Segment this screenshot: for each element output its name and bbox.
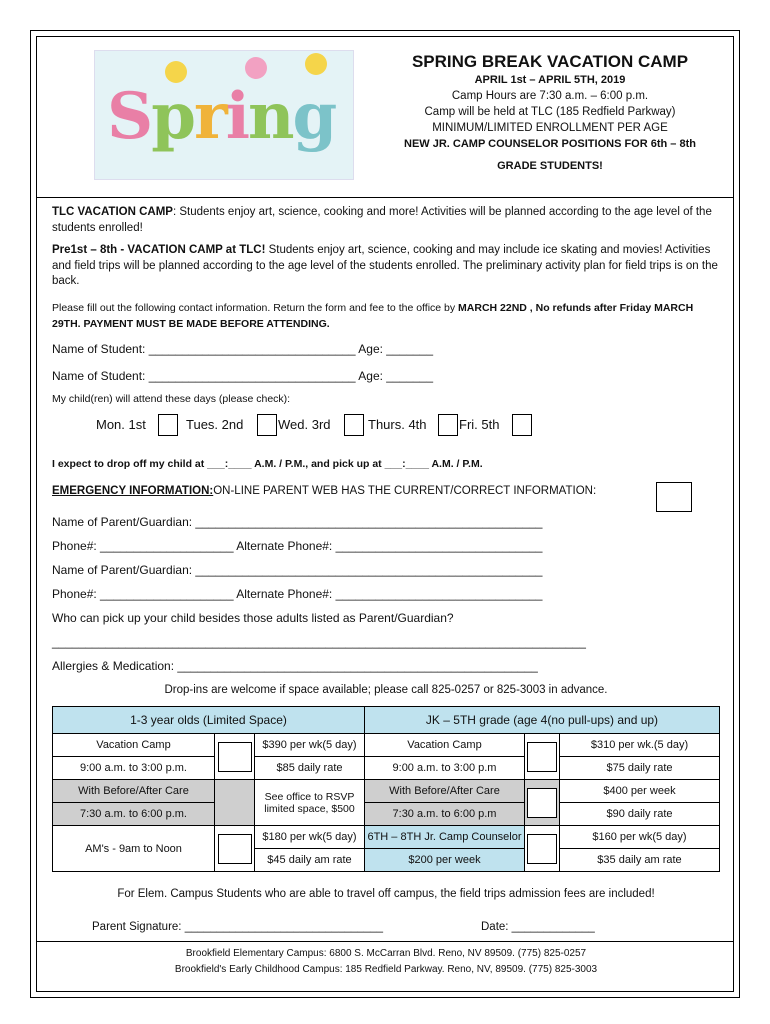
pre-label: Pre1st – 8th - VACATION CAMP at TLC! xyxy=(52,244,266,256)
counselor-checkbox[interactable] xyxy=(527,834,557,864)
flower-icon xyxy=(305,53,327,75)
checkbox-cell[interactable] xyxy=(215,826,255,872)
table-cell: 9:00 a.m. to 3:00 p.m xyxy=(365,757,525,780)
table-cell: $180 per wk(5 day) xyxy=(255,826,365,849)
student-name-field-2[interactable]: Name of Student: _______________________________ Age: _______ xyxy=(52,369,434,383)
table-cell: 6TH – 8TH Jr. Camp Counselor xyxy=(365,826,525,849)
flower-icon xyxy=(245,57,267,79)
logo-word: Spring xyxy=(107,79,336,154)
table-cell: AM's - 9am to Noon xyxy=(53,826,215,872)
table-cell: $75 daily rate xyxy=(560,757,720,780)
table-cell: $390 per wk(5 day) xyxy=(255,734,365,757)
date-field[interactable]: Date: _____________ xyxy=(481,921,595,933)
table-cell: 7:30 a.m. to 6:00 p.m. xyxy=(53,803,215,826)
pre-text: Students enjoy art, science, cooking and may include ice skating and movies! Activities and field trips will be planned according to the age level of the students enrolled. The preliminary activity plan for field trips is on the back. xyxy=(52,244,718,287)
divider xyxy=(36,197,734,198)
table-cell: Vacation Camp xyxy=(365,734,525,757)
emergency-row xyxy=(52,485,596,497)
table-cell: See office to RSVP limited space, $500 xyxy=(255,780,365,826)
allergies-field[interactable]: Allergies & Medication: ______________________________________________________ xyxy=(52,659,538,673)
pre-paragraph xyxy=(52,243,724,290)
attend-instructions: My child(ren) will attend these days (please check): xyxy=(52,393,291,405)
emergency-label: EMERGENCY INFORMATION: xyxy=(52,485,214,497)
checkbox-cell[interactable] xyxy=(525,826,560,872)
spring-logo xyxy=(94,50,354,180)
table-cell: $35 daily am rate xyxy=(560,849,720,872)
signature-field[interactable]: Parent Signature: _______________________________ xyxy=(92,921,383,933)
counselor-note: NEW JR. CAMP COUNSELOR POSITIONS FOR 6th – 8th xyxy=(404,138,696,150)
fill-text: Please fill out the following contact information. Return the form and fee to the office by xyxy=(52,302,459,314)
enrollment-note: MINIMUM/LIMITED ENROLLMENT PER AGE xyxy=(432,122,668,134)
table-cell: $160 per wk(5 day) xyxy=(560,826,720,849)
table-cell: 9:00 a.m. to 3:00 p.m. xyxy=(53,757,215,780)
parent-name-field-2[interactable]: Name of Parent/Guardian: ____________________________________________________ xyxy=(52,563,543,577)
student-name-field[interactable]: Name of Student: _______________________________ Age: _______ xyxy=(52,342,434,356)
am-camp-checkbox[interactable] xyxy=(218,834,252,864)
before-after-checkbox[interactable] xyxy=(527,788,557,818)
day-checkbox-wed[interactable] xyxy=(344,414,364,436)
day-checkbox-fri[interactable] xyxy=(512,414,532,436)
page-title: SPRING BREAK VACATION CAMP xyxy=(411,52,689,71)
table-cell: $310 per wk.(5 day) xyxy=(560,734,720,757)
checkbox-cell[interactable] xyxy=(525,734,560,780)
day-checkbox-tue[interactable] xyxy=(257,414,277,436)
campus-address-2: Brookfield's Early Childhood Campus: 185 Redfield Parkway. Reno, NV, 89509. (775) 825-3003 xyxy=(174,964,598,975)
checkbox-cell[interactable] xyxy=(525,780,560,826)
fill-bold: MARCH 22ND , No refunds after Friday MARCH 29TH. PAYMENT MUST BE MADE BEFORE ATTENDING. xyxy=(52,302,694,330)
table-cell: $400 per week xyxy=(560,780,720,803)
camp-header xyxy=(360,52,740,174)
field-trip-note: For Elem. Campus Students who are able to travel off campus, the field trips admission fees are included! xyxy=(117,888,655,900)
day-label-tue: Tues. 2nd xyxy=(186,417,244,432)
table-cell: $200 per week xyxy=(365,849,525,872)
day-label-fri: Fri. 5th xyxy=(459,417,500,432)
tlc-label: TLC VACATION CAMP xyxy=(52,206,173,218)
day-label-wed: Wed. 3rd xyxy=(278,417,331,432)
campus-address-1: Brookfield Elementary Campus: 6800 S. McCarran Blvd. Reno, NV 89509. (775) 825-0257 xyxy=(185,948,587,959)
table-cell: $45 daily am rate xyxy=(255,849,365,872)
day-label-mon: Mon. 1st xyxy=(96,417,146,432)
pickup-question: Who can pick up your child besides those adults listed as Parent/Guardian? xyxy=(52,611,454,625)
day-checkbox-thu[interactable] xyxy=(438,414,458,436)
school-camp-checkbox[interactable] xyxy=(527,742,557,772)
table-cell: $85 daily rate xyxy=(255,757,365,780)
camp-dates: APRIL 1st – APRIL 5TH, 2019 xyxy=(474,74,626,86)
table-cell: $90 daily rate xyxy=(560,803,720,826)
table-cell: 7:30 a.m. to 6:00 p.m xyxy=(365,803,525,826)
phone-field[interactable]: Phone#: ____________________ Alternate Phone#: _______________________________ xyxy=(52,539,543,553)
fee-table xyxy=(52,706,720,872)
parent-name-field[interactable]: Name of Parent/Guardian: ____________________________________________________ xyxy=(52,515,543,529)
counselor-note-2: GRADE STUDENTS! xyxy=(497,160,603,172)
dropoff-field[interactable]: I expect to drop off my child at ___:____ A.M. / P.M., and pick up at ___:____ A.M. / P.M. xyxy=(52,458,483,470)
day-label-thu: Thurs. 4th xyxy=(368,417,427,432)
tlc-text: : Students enjoy art, science, cooking and more! Activities will be planned according to the age level of the students enrolled! xyxy=(52,206,712,234)
toddler-camp-checkbox[interactable] xyxy=(218,742,252,772)
table-cell: With Before/After Care xyxy=(365,780,525,803)
table-cell: Vacation Camp xyxy=(53,734,215,757)
camp-location: Camp will be held at TLC (185 Redfield Parkway) xyxy=(424,106,676,118)
table-head-left: 1-3 year olds (Limited Space) xyxy=(53,707,365,734)
fill-paragraph xyxy=(52,301,724,332)
emergency-text: ON-LINE PARENT WEB HAS THE CURRENT/CORRECT INFORMATION: xyxy=(213,485,597,497)
camp-hours: Camp Hours are 7:30 a.m. – 6:00 p.m. xyxy=(451,90,649,102)
emergency-checkbox[interactable] xyxy=(656,482,692,512)
tlc-paragraph xyxy=(52,205,724,236)
dropins-note: Drop-ins are welcome if space available; please call 825-0257 or 825-3003 in advance. xyxy=(164,684,608,696)
table-cell: With Before/After Care xyxy=(53,780,215,803)
divider xyxy=(36,941,734,942)
table-head-right: JK – 5TH grade (age 4(no pull-ups) and up) xyxy=(365,707,720,734)
checkbox-cell[interactable] xyxy=(215,734,255,780)
phone-field-2[interactable]: Phone#: ____________________ Alternate Phone#: _______________________________ xyxy=(52,587,543,601)
day-checkbox-mon[interactable] xyxy=(158,414,178,436)
pickup-field[interactable]: ________________________________________________________________________________ xyxy=(52,635,586,649)
checkbox-cell xyxy=(215,780,255,826)
